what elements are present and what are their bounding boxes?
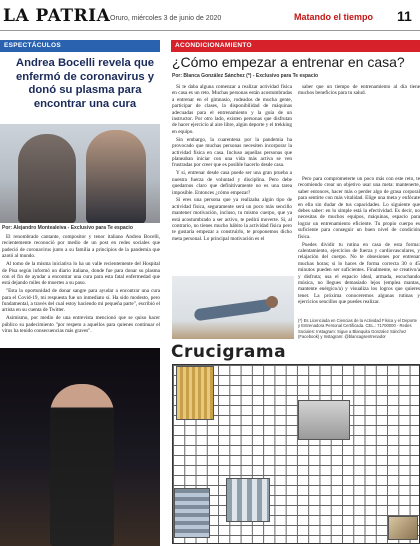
header-divider [0, 30, 420, 31]
paragraph: "Esta la oportunidad de donar sangre para ayudar a encontrar una cura para el Covid-19, mi respuesta fue un inmediato sí. Ha sido modesto, pero fundamental, a través del cual estoy haciendo mi pequeña parte", escribió el artista en su cuenta de Twitter. [2, 288, 160, 314]
photo-exerciser-body [194, 299, 273, 322]
paragraph: saber que un tiempo de entrenamiento al día tiene muchos beneficios para tu salud. [298, 84, 420, 97]
photo-figure-left [18, 134, 76, 223]
bocelli-article-body [2, 234, 160, 336]
photo-exerciser-head [266, 296, 278, 308]
section-tag-acondicionamiento: ACONDICIONAMIENTO [171, 40, 420, 52]
exercise-photo [172, 276, 294, 339]
paragraph: Sin embargo, la cuarentena por la pandemia ha provocado que muchas personas necesiten incorporar la actividad física en casa. Incluso aquellas personas que planeaban iniciar con una vida más activa se ven frustradas por creer que es posible hacerlo desde casa. [172, 136, 292, 169]
section-tag-espectaculos: ESPECTÁCULOS [0, 40, 160, 52]
section-name: Matando el tiempo [294, 12, 374, 22]
crossword-clue-image [388, 516, 418, 540]
photo-figure-right [86, 130, 146, 223]
paragraph: Puedes dividir tu rutina en casa de esta forma: calentamiento, ejercicios de fuerza y cardiovasculares, y relajación del cuerpo. No te obsesiones por entrenar muchas horas; si lo haces de forma correcta 30 o 45 minutos pueden ser suficientes. Finalmente, se creativo/a y disfruta; usa el espacio ideal, armada, escuchando música, no llegues demasiado lejos (emplea mantas, mantente enérgico/a) y visualiza los logros que quieres tener. La próxima conoceremos algunas rutinas y ejercicios sencillos que puedes realizar. [298, 241, 420, 306]
crossword-clue-image [298, 400, 350, 440]
paragraph: Asimismo, por medio de una entrevista mencionó que se quiso hacer público su padecimiento "por respeto a aquellos para quienes continuar el virus ha tenido consecuencias más graves". [2, 315, 160, 335]
crossword-clue-image [176, 366, 214, 420]
paragraph: Si te daba alguna comenzar a realizar actividad física en casa es un reto. Muchas personas están acostumbradas a entrenar en el gimnasio, rodeados de mucha gente, participar de clases, la disponibilidad de máquinas adecuadas para el entrenamiento y la guía de un instructor. Por otro lado, existen personas que disfrutan de hacer ejercicio al aire libre, algún deporte y el trekking en equipo. [172, 84, 292, 135]
newspaper-logo: LA PATRIA [3, 6, 111, 26]
photo-singer-figure [50, 384, 114, 546]
training-article-column-2-top [298, 84, 420, 98]
author-footnote: (*) Es Licenciada en Ciencias de la Actividad Física y el Deporte y Entrenadora Personal Certificada. CEL.: 71700000 - Redes Sociales: Instagram: Sigue a Blanquita Gonzalez Sánchez (Facebook) y Instagram: @blancagsentrenador [298, 318, 417, 340]
paragraph: Si eres una persona que ya realizaba algún tipo de actividad física, seguramente será un poco más sencillo mantener motivación, incluso, tu mismo cuerpo, que ya está acostumbrado a ser activo, te pedirá moverte. Si, al contrario, no tienes mucho hábito la actividad física pero te gustaría empezar a construirlo, te proponemos dicho meta personal. Lo principal motivación es el [172, 197, 292, 242]
paragraph: El renombrado cantante, compositor y tenor italiano Andrea Bocelli, recientemente reconoció por medio de un post en redes sociales que padeció de coronavirus junto a su familia a principios de la pandemia que azotó al mundo. [2, 234, 160, 260]
masthead [0, 0, 420, 30]
crossword-title: Crucigrama [171, 342, 287, 362]
crossword-clue-image [226, 478, 270, 522]
bocelli-family-photo [0, 124, 160, 223]
training-article-column-1 [172, 84, 292, 244]
paragraph: Pero para comprometerte un poco más con este reto, te recomiendo crear un objetivo usar una meta: mantenerte, saber entonces, hacer más o perder algo de grasa corporal para sentirte con más vitalidad. Elige una meta y enfócate en ella sin dudar de tus capacidades. Lo siguiente que debes saber: en lo simple está la efectividad. Es decir, no necesitas de muchos equipos, máquinas, espacio para lograr un entrenamiento eficiente. Tu propio cuerpo es suficiente para conseguir un buen nivel de condición física. [298, 176, 420, 240]
dateline: Oruro, miércoles 3 de junio de 2020 [110, 15, 222, 22]
paragraph: Y sí, entrenar desde casa puede ser una gran prueba a nuestra fuerza de voluntad y disciplina. Pero debe quedarnos claro que definitivamente no es una tarea imposible. Entonces ¿cómo empezar? [172, 170, 292, 196]
training-headline: ¿Cómo empezar a entrenar en casa? [172, 54, 405, 70]
bocelli-headline: Andrea Bocelli revela que enfermó de coronavirus y donó su plasma para encontrar una cura [15, 57, 155, 110]
bocelli-concert-photo [0, 348, 160, 546]
page-number: 11 [397, 8, 412, 24]
crossword-clue-image [174, 488, 210, 538]
paragraph: Al tomo de la misma iniciativa lo ha un valle recientemente del Hospital de Pisa según informó un diario italiano, donde fue para donar su plasma con el fin de ayudar a encontrar una cura para esta fatal enfermedad que está dejando miles de muertes a su paso. [2, 261, 160, 287]
bocelli-byline: Por: Alejandro Montealeiva - Exclusivo para Te espacio [2, 225, 133, 231]
training-byline: Por: Blanca González Sánchez (*) - Exclusivo para Te espacio [172, 73, 319, 79]
training-article-column-2 [298, 176, 420, 307]
